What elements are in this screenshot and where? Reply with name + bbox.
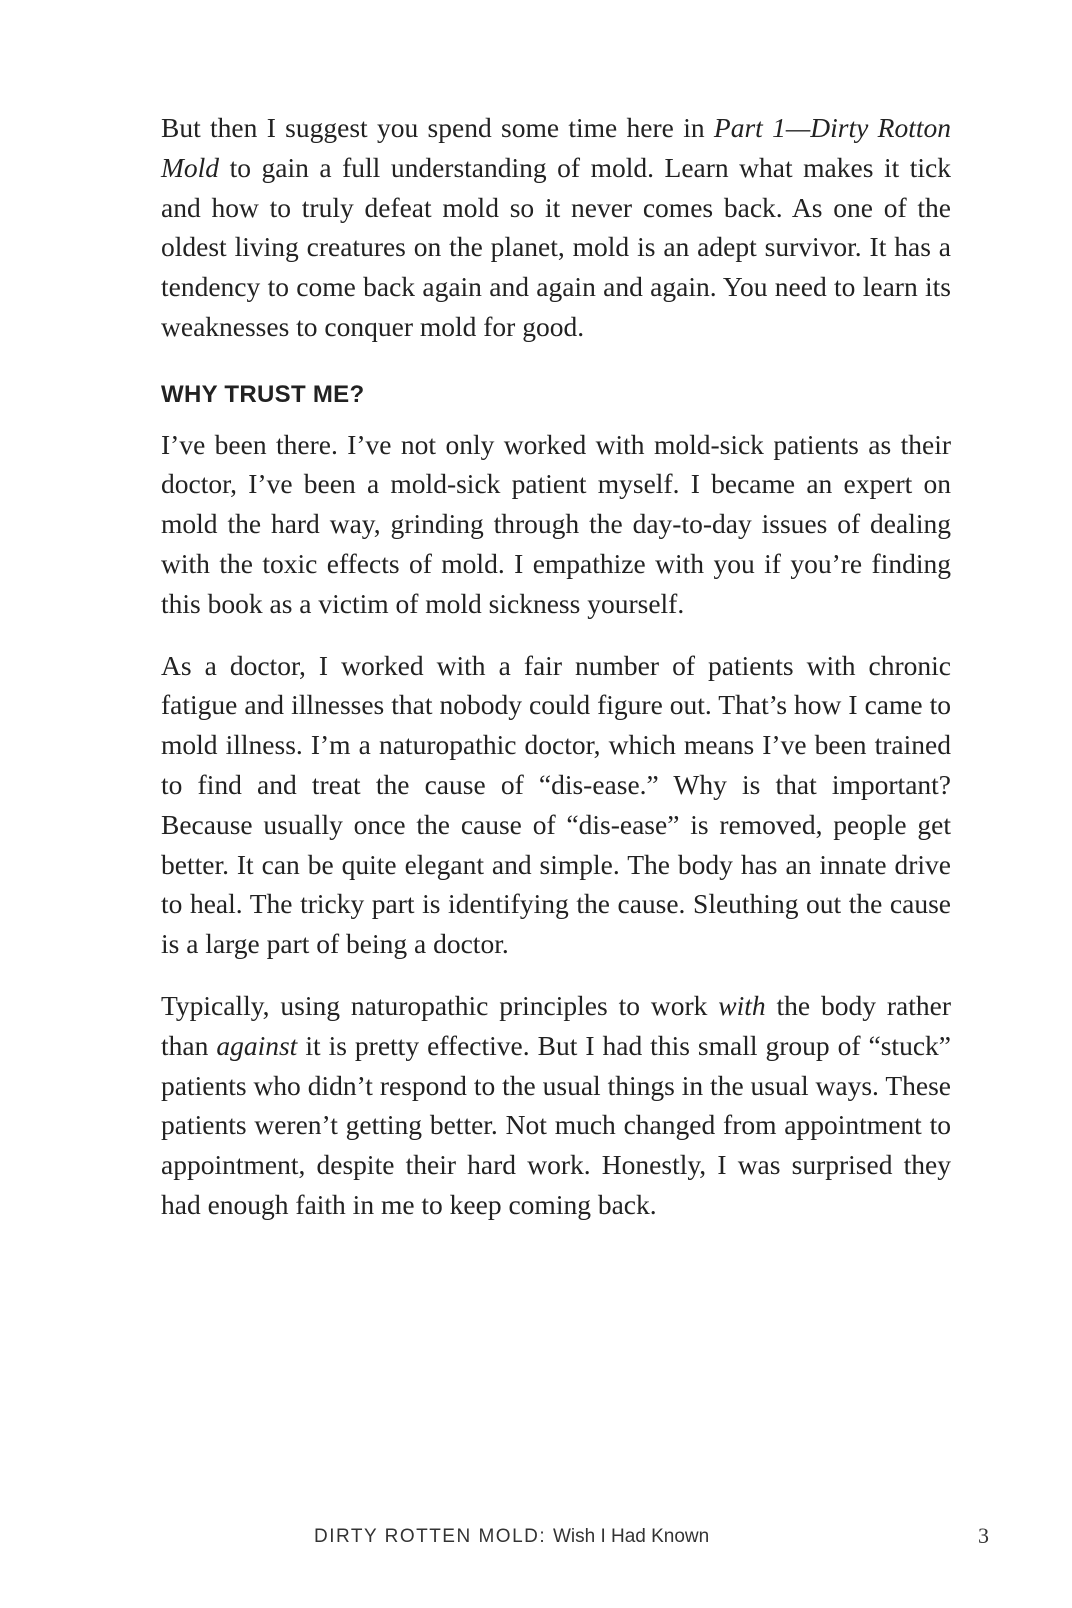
book-subtitle: Wish I Had Known	[552, 1526, 710, 1547]
text-run: to gain a full understanding of mold. Learn what makes it tick and how to truly defeat mold so it never comes back. As one of the oldest living creatures on the planet, mold is an adept survivor. It has a tendency to come back again and again and again. You need to learn its weaknesses to conquer mold for good.	[161, 151, 951, 342]
section-heading: WHY TRUST ME?	[161, 380, 365, 408]
running-footer-title	[314, 1526, 709, 1548]
body-text	[161, 108, 951, 1247]
italic-word: against	[216, 1029, 298, 1061]
italic-reference: Part 1—Dirty Rotton Mold	[161, 112, 951, 183]
book-title: DIRTY ROTTEN MOLD:	[314, 1526, 547, 1547]
text-run: the body rather than	[161, 989, 951, 1061]
text-run: Typically, using naturopathic principles to work	[161, 989, 719, 1021]
italic-word: with	[718, 989, 766, 1021]
text-run: it is pretty effective. But I had this small group of “stuck” patients who didn’t respond to the usual things in the usual ways. These patients weren’t getting better. Not much changed from appointment to appointment, despite their hard work. Honestly, I was surprised they had enough faith in me to keep coming back.	[161, 1029, 951, 1220]
text-run: But then I suggest you spend some time here in	[161, 112, 714, 143]
paragraph: As a doctor, I worked with a fair number of patients with chronic fatigue and illnesses that nobody could figure out. That’s how I came to mold illness. I’m a naturopathic doctor, which means I’ve been trained to find and treat the cause of “dis-ease.” Why is that important? Because usually once the cause of “dis-ease” is removed, people get better. It can be quite elegant and simple. The body has an innate drive to heal. The tricky part is identifying the cause. Sleuthing out the cause is a large part of being a doctor.	[161, 649, 951, 960]
page-number: 3	[978, 1523, 989, 1548]
paragraph	[161, 986, 951, 1225]
paragraph: I’ve been there. I’ve not only worked with mold-sick patients as their doctor, I’ve been a mold-sick patient myself. I became an expert on mold the hard way, grinding through the day-to-day issues of dealing with the toxic effects of mold. I empathize with you if you’re finding this book as a victim of mold sickness yourself.	[161, 428, 951, 619]
paragraph-intro	[161, 108, 951, 347]
